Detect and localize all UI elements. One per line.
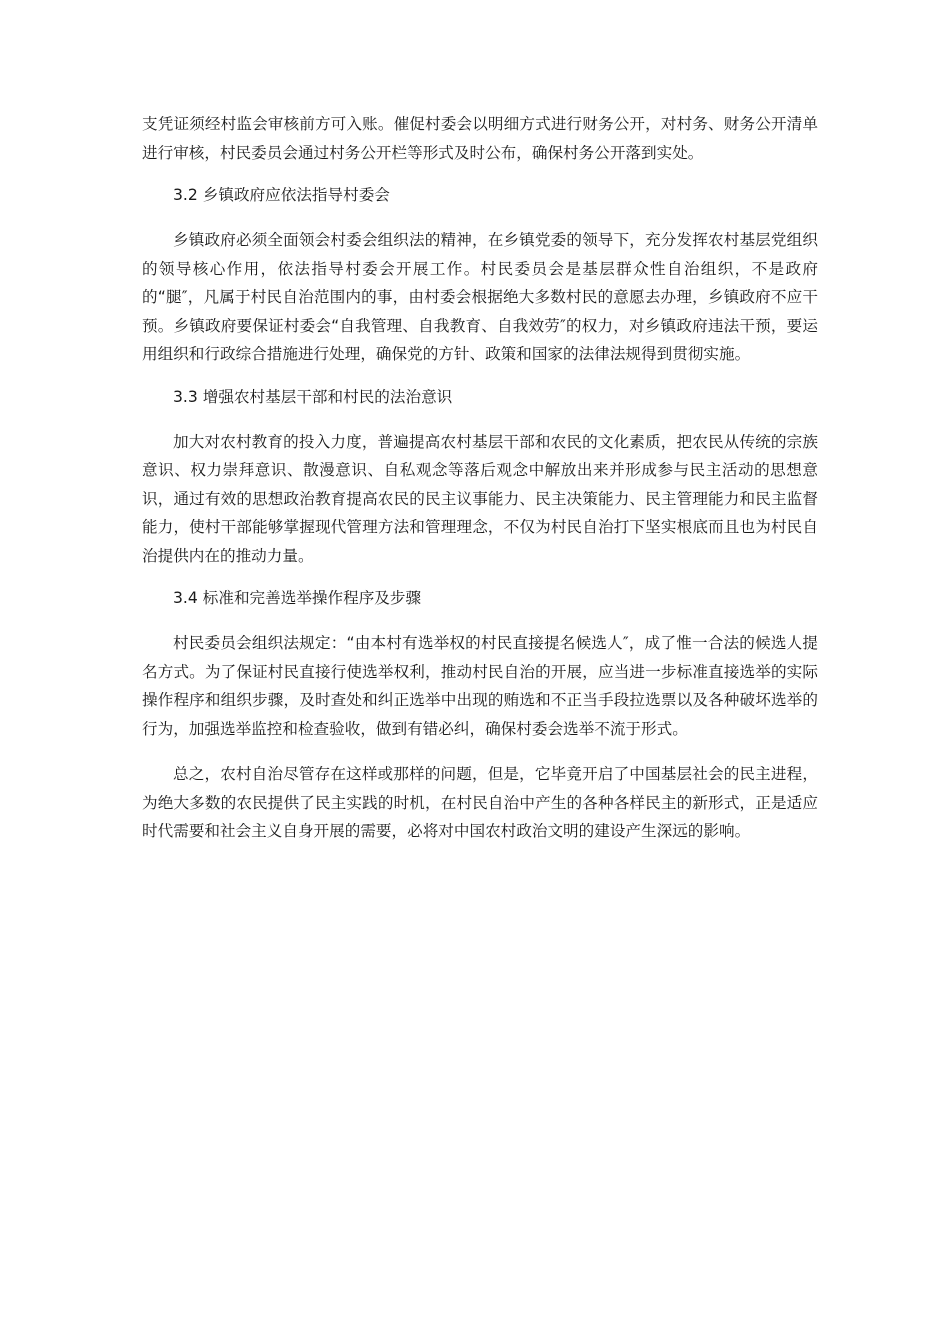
section-body-3-2: 乡镇政府必须全面领会村委会组织法的精神，在乡镇党委的领导下，充分发挥农村基层党组织的领导核心作用，依法指导村委会开展工作。村民委员会是基层群众性自治组织，不是政府的“腿″，凡属于村民自治范围内的事，由村委会根据绝大多数村民的意愿去办理，乡镇政府不应干预。乡镇政府要保证村委会“自我管理、自我教育、自我效劳″的权力，对乡镇政府违法干预，要运用组织和行政综合措施进行处理，确保党的方针、政策和国家的法律法规得到贯彻实施。 (142, 231, 818, 363)
intro-paragraph: 支凭证须经村监会审核前方可入账。催促村委会以明细方式进行财务公开，对村务、财务公开清单进行审核，村民委员会通过村务公开栏等形式及时公布，确保村务公开落到实处。 (142, 115, 818, 162)
section-heading-3-2: 3.2 乡镇政府应依法指导村委会 (173, 186, 390, 204)
section-body-3-4: 村民委员会组织法规定：“由本村有选举权的村民直接提名候选人″，成了惟一合法的候选人提名方式。为了保证村民直接行使选举权利，推动村民自治的开展，应当进一步标准直接选举的实际操作程序和组织步骤，及时查处和纠正选举中出现的贿选和不正当手段拉选票以及各种破坏选举的行为，加强选举监控和检查验收，做到有错必纠，确保村委会选举不流于形式。 (142, 634, 818, 738)
section-heading-3-4: 3.4 标准和完善选举操作程序及步骤 (173, 589, 422, 607)
document-body (142, 110, 818, 846)
conclusion-paragraph: 总之，农村自治尽管存在这样或那样的问题，但是，它毕竟开启了中国基层社会的民主进程，为绝大多数的农民提供了民主实践的时机，在村民自治中产生的各种各样民主的新形式，正是适应时代需要和社会主义自身开展的需要，必将对中国农村政治文明的建设产生深远的影响。 (142, 765, 818, 840)
section-heading-3-3: 3.3 增强农村基层干部和村民的法治意识 (173, 387, 453, 406)
section-body-3-3: 加大对农村教育的投入力度，普遍提高农村基层干部和农民的文化素质，把农民从传统的宗族意识、权力崇拜意识、散漫意识、自私观念等落后观念中解放出来并形成参与民主活动的思想意识，通过有效的思想政治教育提高农民的民主议事能力、民主决策能力、民主管理能力和民主监督能力，使村干部能够掌握现代管理方法和管理理念，不仅为村民自治打下坚实根底而且也为村民自治提供内在的推动力量。 (142, 432, 818, 565)
